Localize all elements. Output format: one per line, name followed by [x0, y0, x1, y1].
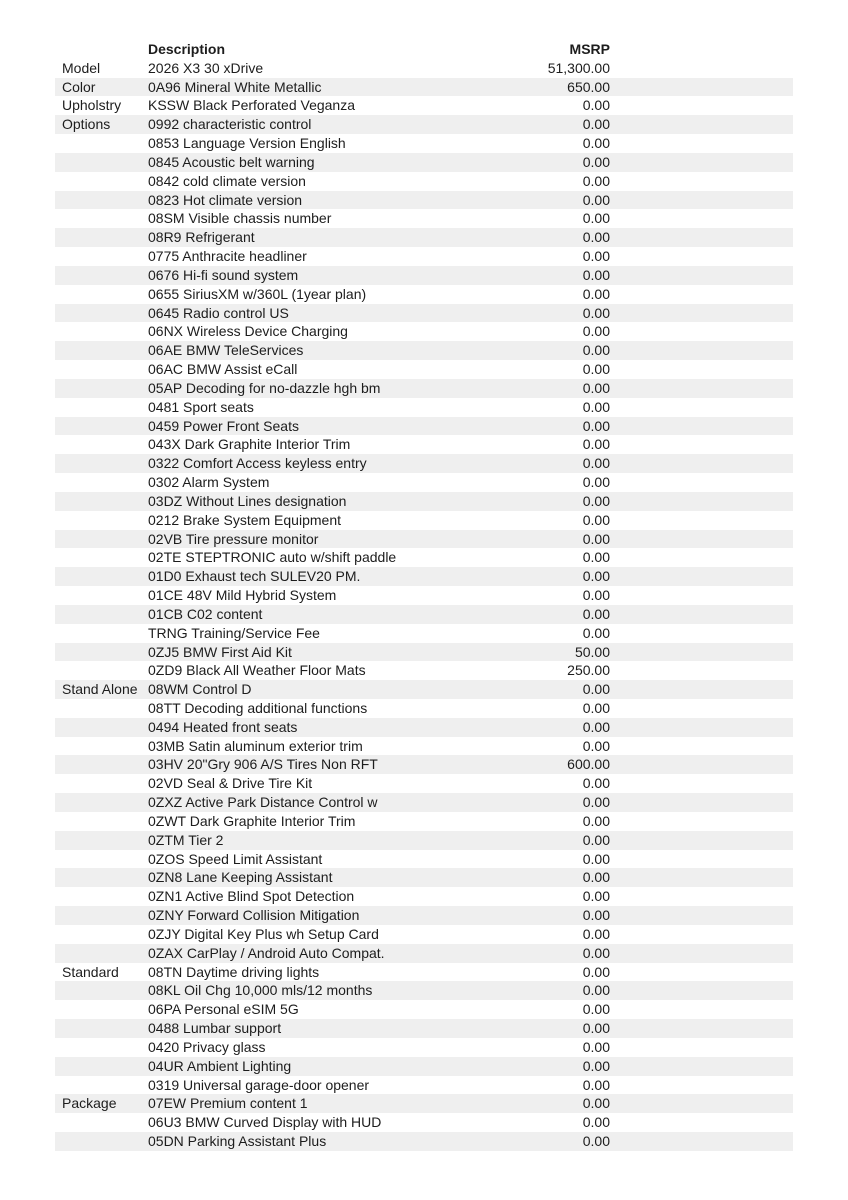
row-description: 08KL Oil Chg 10,000 mls/12 months: [148, 982, 373, 999]
row-spacer: [610, 1038, 793, 1057]
row-description: 05AP Decoding for no-dazzle hgh bm: [148, 379, 381, 396]
row-category: [55, 981, 148, 1000]
row-msrp: 0.00: [582, 530, 610, 547]
row-msrp: 0.00: [582, 398, 610, 415]
row-description: 07EW Premium content 1: [148, 1095, 308, 1112]
category-column-header: [55, 40, 148, 59]
row-msrp: 0.00: [582, 511, 610, 528]
row-spacer: [610, 59, 793, 78]
row-msrp: 0.00: [582, 455, 610, 472]
table-row: [55, 624, 793, 643]
row-msrp: 0.00: [582, 568, 610, 585]
row-category: [55, 1076, 148, 1095]
row-spacer: [610, 417, 793, 436]
table-row: [55, 887, 793, 906]
table-row: [55, 605, 793, 624]
row-description: 0645 Radio control US: [148, 304, 289, 321]
row-description: 0481 Sport seats: [148, 398, 254, 415]
row-msrp: 0.00: [582, 587, 610, 604]
row-msrp: 0.00: [582, 266, 610, 283]
table-row: [55, 191, 793, 210]
row-spacer: [610, 605, 793, 624]
row-description: TRNG Training/Service Fee: [148, 624, 320, 641]
row-category: [55, 1019, 148, 1038]
table-row: [55, 774, 793, 793]
row-msrp: 0.00: [582, 982, 610, 999]
table-row: [55, 906, 793, 925]
row-description: 0ZAX CarPlay / Android Auto Compat.: [148, 944, 385, 961]
row-category: [55, 398, 148, 417]
row-category: [55, 624, 148, 643]
row-category: [55, 774, 148, 793]
row-spacer: [610, 492, 793, 511]
table-body: [55, 59, 793, 1151]
table-row: [55, 755, 793, 774]
table-row: [55, 831, 793, 850]
row-description: 08WM Control D: [148, 681, 252, 698]
row-description: 2026 X3 30 xDrive: [148, 59, 264, 76]
row-category: [55, 322, 148, 341]
row-spacer: [610, 661, 793, 680]
row-spacer: [610, 718, 793, 737]
row-description: 01CB C02 content: [148, 605, 263, 622]
row-category: [55, 153, 148, 172]
table-row: [55, 925, 793, 944]
table-row: [55, 172, 793, 191]
row-description: 03DZ Without Lines designation: [148, 492, 347, 509]
row-msrp: 0.00: [582, 794, 610, 811]
row-spacer: [610, 134, 793, 153]
row-category: Stand Alone: [62, 681, 138, 698]
table-row: [55, 511, 793, 530]
row-msrp: 0.00: [582, 135, 610, 152]
table-row: [55, 96, 793, 115]
row-spacer: [610, 1000, 793, 1019]
row-msrp: 0.00: [582, 944, 610, 961]
row-description: 08SM Visible chassis number: [148, 210, 332, 227]
msrp-column-header: MSRP: [569, 41, 610, 57]
row-spacer: [610, 1057, 793, 1076]
row-description: 08R9 Refrigerant: [148, 229, 255, 246]
table-row: [55, 1094, 793, 1113]
row-description: 0ZN8 Lane Keeping Assistant: [148, 869, 333, 886]
row-msrp: 0.00: [582, 699, 610, 716]
row-category: [55, 887, 148, 906]
row-spacer: [610, 755, 793, 774]
row-spacer: [610, 247, 793, 266]
row-msrp: 0.00: [582, 1095, 610, 1112]
row-description: 0775 Anthracite headliner: [148, 248, 307, 265]
row-msrp: 0.00: [582, 417, 610, 434]
row-category: [55, 925, 148, 944]
row-spacer: [610, 737, 793, 756]
row-msrp: 0.00: [582, 1114, 610, 1131]
row-description: 0A96 Mineral White Metallic: [148, 78, 322, 95]
row-category: [55, 417, 148, 436]
table-row: [55, 1019, 793, 1038]
row-msrp: 50.00: [574, 643, 610, 660]
row-description: 0319 Universal garage-door opener: [148, 1076, 370, 1093]
row-description: 0842 cold climate version: [148, 172, 306, 189]
row-category: [55, 812, 148, 831]
table-row: [55, 680, 793, 699]
row-category: [55, 944, 148, 963]
row-msrp: 0.00: [582, 191, 610, 208]
table-row: [55, 718, 793, 737]
table-row: [55, 492, 793, 511]
row-description: 0ZXZ Active Park Distance Control w: [148, 794, 378, 811]
table-row: [55, 737, 793, 756]
row-description: 06U3 BMW Curved Display with HUD: [148, 1114, 382, 1131]
row-description: 01D0 Exhaust tech SULEV20 PM.: [148, 568, 361, 585]
table-row: [55, 548, 793, 567]
row-msrp: 0.00: [582, 1020, 610, 1037]
row-description: 0ZWT Dark Graphite Interior Trim: [148, 812, 356, 829]
row-msrp: 250.00: [567, 662, 610, 679]
row-category: [55, 209, 148, 228]
row-category: [55, 304, 148, 323]
row-msrp: 0.00: [582, 737, 610, 754]
table-row: [55, 59, 793, 78]
row-category: Upholstry: [62, 97, 122, 114]
row-msrp: 0.00: [582, 869, 610, 886]
row-description: 06AE BMW TeleServices: [148, 342, 304, 359]
row-category: [55, 379, 148, 398]
row-spacer: [610, 530, 793, 549]
table-row: [55, 567, 793, 586]
table-row: [55, 266, 793, 285]
row-category: Standard: [62, 963, 119, 980]
row-msrp: 0.00: [582, 361, 610, 378]
row-msrp: 0.00: [582, 153, 610, 170]
row-spacer: [610, 341, 793, 360]
row-spacer: [610, 435, 793, 454]
row-category: [55, 341, 148, 360]
row-description: 0420 Privacy glass: [148, 1038, 266, 1055]
row-msrp: 0.00: [582, 304, 610, 321]
table-row: [55, 1000, 793, 1019]
row-spacer: [610, 548, 793, 567]
row-msrp: 0.00: [582, 229, 610, 246]
row-category: [55, 530, 148, 549]
row-spacer: [610, 831, 793, 850]
row-description: 0823 Hot climate version: [148, 191, 303, 208]
row-category: [55, 228, 148, 247]
table-row: [55, 963, 793, 982]
row-spacer: [610, 379, 793, 398]
row-category: [55, 737, 148, 756]
row-category: [55, 906, 148, 925]
row-description: 0212 Brake System Equipment: [148, 511, 341, 528]
row-category: [55, 435, 148, 454]
table-row: [55, 643, 793, 662]
row-spacer: [610, 153, 793, 172]
table-row: [55, 398, 793, 417]
row-msrp: 0.00: [582, 1057, 610, 1074]
row-spacer: [610, 774, 793, 793]
row-msrp: 0.00: [582, 1133, 610, 1150]
table-row: [55, 379, 793, 398]
row-msrp: 0.00: [582, 605, 610, 622]
row-description: 0494 Heated front seats: [148, 718, 298, 735]
table-row: [55, 699, 793, 718]
row-msrp: 0.00: [582, 1038, 610, 1055]
row-spacer: [610, 643, 793, 662]
row-spacer: [610, 209, 793, 228]
row-description: 0ZTM Tier 2: [148, 831, 224, 848]
row-description: KSSW Black Perforated Veganza: [148, 97, 355, 114]
row-spacer: [610, 812, 793, 831]
row-spacer: [610, 868, 793, 887]
row-msrp: 0.00: [582, 549, 610, 566]
row-description: 0302 Alarm System: [148, 474, 270, 491]
row-category: Model: [62, 59, 101, 76]
table-row: [55, 1038, 793, 1057]
row-msrp: 600.00: [567, 756, 610, 773]
row-spacer: [610, 981, 793, 1000]
row-category: [55, 247, 148, 266]
row-spacer: [610, 1094, 793, 1113]
row-category: [55, 755, 148, 774]
row-description: 0ZJ5 BMW First Aid Kit: [148, 643, 292, 660]
row-description: 0488 Lumbar support: [148, 1020, 282, 1037]
row-msrp: 0.00: [582, 436, 610, 453]
table-row: [55, 850, 793, 869]
row-spacer: [610, 906, 793, 925]
row-category: [55, 605, 148, 624]
row-msrp: 0.00: [582, 342, 610, 359]
row-description: 0ZOS Speed Limit Assistant: [148, 850, 323, 867]
row-description: 0845 Acoustic belt warning: [148, 153, 315, 170]
row-category: Color: [62, 78, 96, 95]
row-msrp: 0.00: [582, 248, 610, 265]
table-row: [55, 1057, 793, 1076]
table-row: [55, 360, 793, 379]
table-row: [55, 473, 793, 492]
row-spacer: [610, 473, 793, 492]
table-row: [55, 417, 793, 436]
row-spacer: [610, 1076, 793, 1095]
row-category: [55, 285, 148, 304]
row-category: [55, 718, 148, 737]
row-category: [55, 661, 148, 680]
table-row: [55, 134, 793, 153]
row-category: [55, 699, 148, 718]
row-spacer: [610, 115, 793, 134]
row-category: [55, 134, 148, 153]
table-row: [55, 285, 793, 304]
table-row: [55, 944, 793, 963]
row-spacer: [610, 624, 793, 643]
table-row: [55, 530, 793, 549]
table-row: [55, 209, 793, 228]
row-spacer: [610, 944, 793, 963]
row-msrp: 51,300.00: [547, 59, 610, 76]
table-row: [55, 981, 793, 1000]
row-category: [55, 473, 148, 492]
table-row: [55, 1113, 793, 1132]
row-spacer: [610, 96, 793, 115]
row-category: [55, 793, 148, 812]
table-row: [55, 1076, 793, 1095]
row-spacer: [610, 454, 793, 473]
vehicle-options-table: [55, 40, 793, 1151]
row-category: [55, 567, 148, 586]
row-spacer: [610, 963, 793, 982]
row-description: 0ZD9 Black All Weather Floor Mats: [148, 662, 366, 679]
row-description: 0ZJY Digital Key Plus wh Setup Card: [148, 925, 379, 942]
table-row: [55, 153, 793, 172]
row-category: Package: [62, 1095, 117, 1112]
row-category: [55, 1038, 148, 1057]
row-category: [55, 191, 148, 210]
row-msrp: 0.00: [582, 831, 610, 848]
table-row: [55, 247, 793, 266]
row-spacer: [610, 228, 793, 247]
table-row: [55, 435, 793, 454]
row-description: 0ZN1 Active Blind Spot Detection: [148, 888, 355, 905]
row-msrp: 0.00: [582, 172, 610, 189]
row-msrp: 0.00: [582, 210, 610, 227]
table-row: [55, 454, 793, 473]
row-msrp: 0.00: [582, 624, 610, 641]
row-msrp: 0.00: [582, 323, 610, 340]
row-description: 0459 Power Front Seats: [148, 417, 299, 434]
row-description: 02VD Seal & Drive Tire Kit: [148, 775, 313, 792]
row-description: 043X Dark Graphite Interior Trim: [148, 436, 351, 453]
row-msrp: 650.00: [567, 78, 610, 95]
table-row: [55, 586, 793, 605]
row-description: 02VB Tire pressure monitor: [148, 530, 319, 547]
row-spacer: [610, 793, 793, 812]
row-spacer: [610, 887, 793, 906]
row-category: [55, 831, 148, 850]
row-description: 0ZNY Forward Collision Mitigation: [148, 907, 360, 924]
description-column-header: Description: [148, 41, 226, 57]
table-row: [55, 661, 793, 680]
row-category: [55, 643, 148, 662]
row-category: [55, 1057, 148, 1076]
row-spacer: [610, 1132, 793, 1151]
row-spacer: [610, 925, 793, 944]
row-spacer: [610, 191, 793, 210]
row-category: [55, 850, 148, 869]
row-category: Options: [62, 116, 111, 133]
row-msrp: 0.00: [582, 775, 610, 792]
row-msrp: 0.00: [582, 474, 610, 491]
row-description: 03MB Satin aluminum exterior trim: [148, 737, 363, 754]
row-msrp: 0.00: [582, 379, 610, 396]
row-spacer: [610, 680, 793, 699]
header-spacer: [610, 40, 793, 59]
row-msrp: 0.00: [582, 850, 610, 867]
row-category: [55, 454, 148, 473]
row-spacer: [610, 360, 793, 379]
row-spacer: [610, 304, 793, 323]
row-description: 01CE 48V Mild Hybrid System: [148, 587, 337, 604]
row-category: [55, 548, 148, 567]
row-msrp: 0.00: [582, 285, 610, 302]
row-msrp: 0.00: [582, 492, 610, 509]
row-category: [55, 172, 148, 191]
table-row: [55, 812, 793, 831]
row-spacer: [610, 1113, 793, 1132]
row-category: [55, 1000, 148, 1019]
table-row: [55, 115, 793, 134]
row-msrp: 0.00: [582, 681, 610, 698]
row-msrp: 0.00: [582, 116, 610, 133]
table-row: [55, 78, 793, 97]
row-spacer: [610, 78, 793, 97]
row-spacer: [610, 850, 793, 869]
row-category: [55, 511, 148, 530]
row-description: 0676 Hi-fi sound system: [148, 266, 299, 283]
row-category: [55, 1132, 148, 1151]
row-description: 08TT Decoding additional functions: [148, 699, 368, 716]
row-spacer: [610, 586, 793, 605]
row-msrp: 0.00: [582, 1076, 610, 1093]
row-description: 04UR Ambient Lighting: [148, 1057, 292, 1074]
row-category: [55, 868, 148, 887]
row-msrp: 0.00: [582, 812, 610, 829]
row-category: [55, 1113, 148, 1132]
row-description: 0853 Language Version English: [148, 135, 346, 152]
row-description: 03HV 20"Gry 906 A/S Tires Non RFT: [148, 756, 378, 773]
row-spacer: [610, 398, 793, 417]
table-row: [55, 341, 793, 360]
table-row: [55, 868, 793, 887]
row-msrp: 0.00: [582, 925, 610, 942]
row-spacer: [610, 172, 793, 191]
row-category: [55, 586, 148, 605]
row-msrp: 0.00: [582, 1001, 610, 1018]
table-row: [55, 304, 793, 323]
row-category: [55, 492, 148, 511]
table-row: [55, 793, 793, 812]
row-category: [55, 360, 148, 379]
row-description: 0992 characteristic control: [148, 116, 312, 133]
row-description: 06AC BMW Assist eCall: [148, 361, 298, 378]
row-description: 08TN Daytime driving lights: [148, 963, 320, 980]
row-spacer: [610, 699, 793, 718]
row-msrp: 0.00: [582, 888, 610, 905]
row-spacer: [610, 285, 793, 304]
row-description: 02TE STEPTRONIC auto w/shift paddle: [148, 549, 397, 566]
row-description: 05DN Parking Assistant Plus: [148, 1133, 327, 1150]
row-msrp: 0.00: [582, 97, 610, 114]
row-spacer: [610, 266, 793, 285]
row-description: 06NX Wireless Device Charging: [148, 323, 348, 340]
row-spacer: [610, 322, 793, 341]
row-spacer: [610, 567, 793, 586]
row-description: 0655 SiriusXM w/360L (1year plan): [148, 285, 367, 302]
table-row: [55, 1132, 793, 1151]
row-spacer: [610, 1019, 793, 1038]
row-msrp: 0.00: [582, 907, 610, 924]
table-header-row: [55, 40, 793, 59]
table-row: [55, 228, 793, 247]
row-spacer: [610, 511, 793, 530]
row-msrp: 0.00: [582, 718, 610, 735]
row-category: [55, 266, 148, 285]
row-description: 06PA Personal eSIM 5G: [148, 1001, 299, 1018]
row-description: 0322 Comfort Access keyless entry: [148, 455, 367, 472]
row-msrp: 0.00: [582, 963, 610, 980]
table-row: [55, 322, 793, 341]
